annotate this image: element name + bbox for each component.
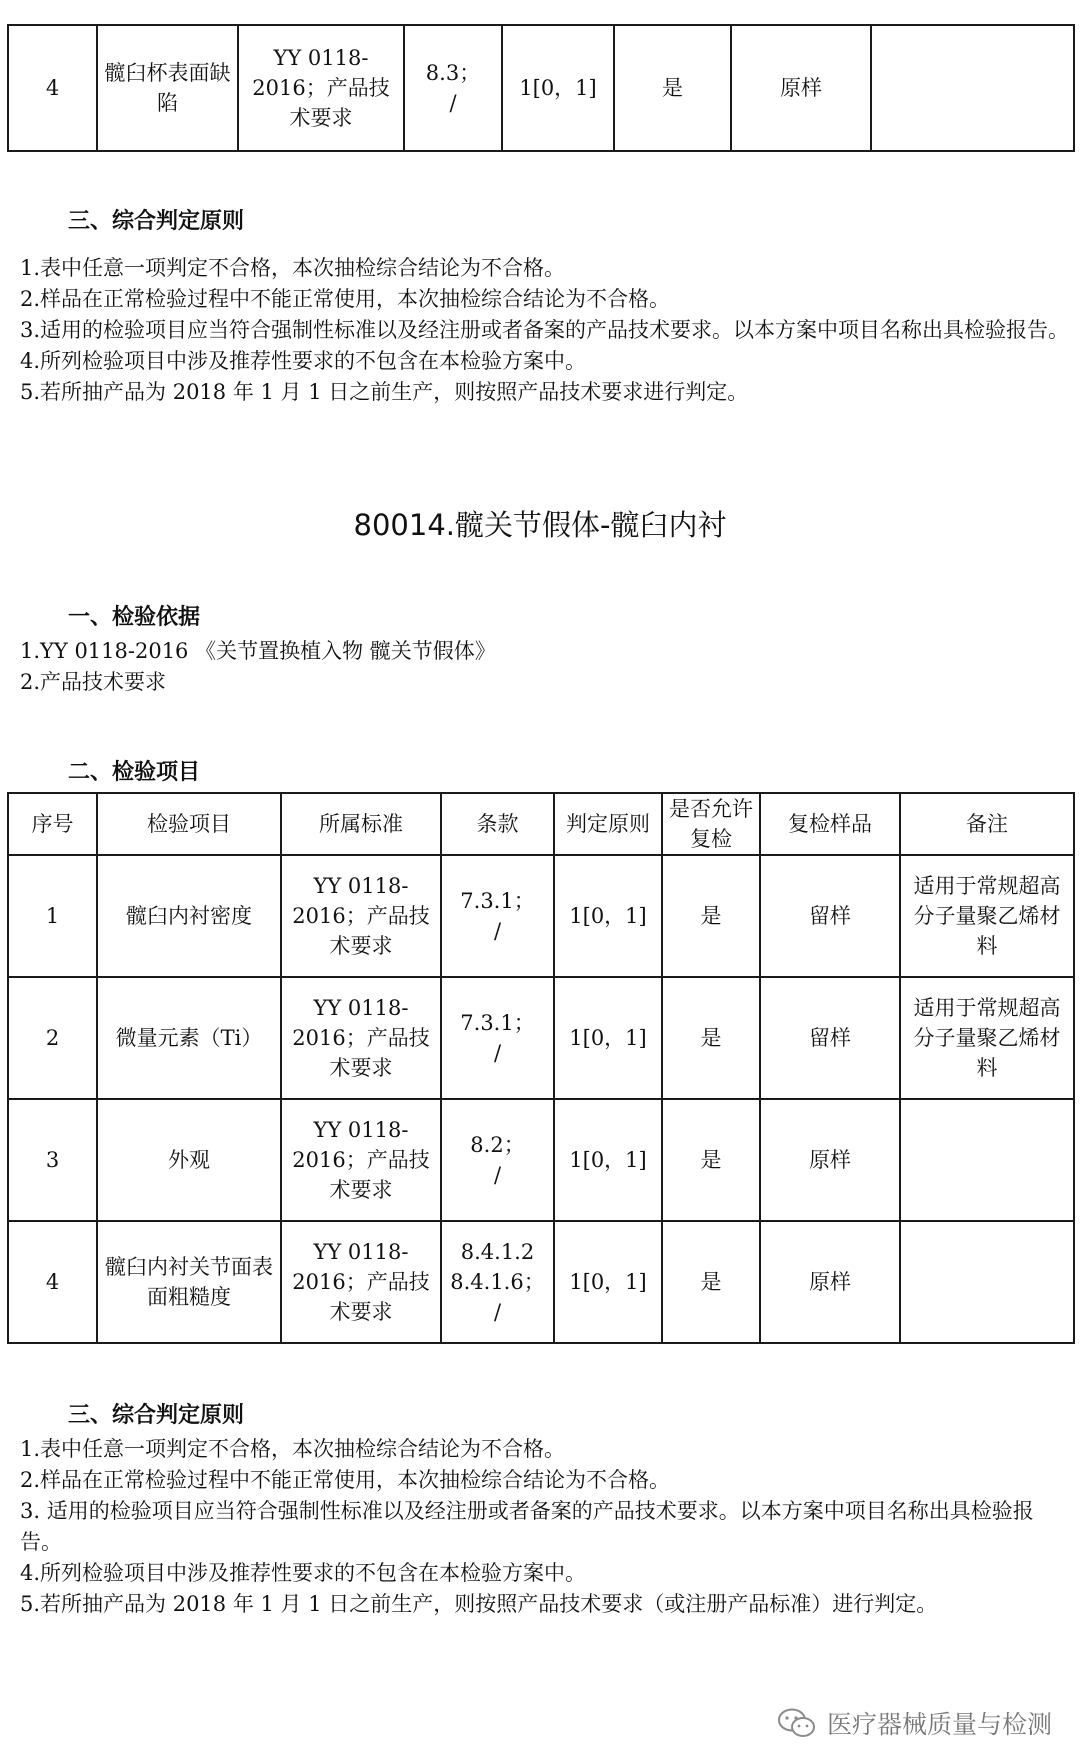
cell-item: 微量元素（Ti） [97, 977, 281, 1099]
cell-clause: 8.2； / [441, 1099, 554, 1221]
judgement-list-1 [20, 253, 1070, 408]
cell-note: 适用于常规超高分子量聚乙烯材料 [900, 855, 1074, 977]
cell-sample: 留样 [760, 855, 900, 977]
cell-sample: 原样 [760, 1221, 900, 1343]
cell-no: 1 [8, 855, 97, 977]
cell-clause: 7.3.1； / [441, 977, 554, 1099]
cell-no: 3 [8, 1099, 97, 1221]
cell-standard: YY 0118-2016；产品技术要求 [238, 25, 404, 151]
cell-standard: YY 0118-2016；产品技术要求 [281, 977, 441, 1099]
judgement-line: 5.若所抽产品为 2018 年 1 月 1 日之前生产，则按照产品技术要求（或注册产品标准）进行判定。 [20, 1592, 938, 1616]
cell-clause: 7.3.1； / [441, 855, 554, 977]
cell-clause: 8.4.1.2 8.4.1.6； / [441, 1221, 554, 1343]
header-no: 序号 [8, 793, 97, 855]
cell-note [900, 1221, 1074, 1343]
cell-no: 4 [8, 1221, 97, 1343]
cell-standard: YY 0118-2016；产品技术要求 [281, 1221, 441, 1343]
cell-sample: 原样 [731, 25, 871, 151]
cell-sample: 原样 [760, 1099, 900, 1221]
header-retest: 是否允许复检 [662, 793, 760, 855]
cell-item: 髋臼内衬密度 [97, 855, 281, 977]
table-row [8, 1099, 1074, 1221]
header-rule: 判定原则 [554, 793, 662, 855]
section-title: 80014.髋关节假体-髋臼内衬 [353, 508, 727, 542]
header-standard: 所属标准 [281, 793, 441, 855]
cell-no: 2 [8, 977, 97, 1099]
header-note: 备注 [900, 793, 1074, 855]
header-sample: 复检样品 [760, 793, 900, 855]
cell-no: 4 [8, 25, 97, 151]
items-heading: 二、检验项目 [68, 760, 201, 785]
cell-item: 外观 [97, 1099, 281, 1221]
judgement-line: 3. 适用的检验项目应当符合强制性标准以及经注册或者备案的产品技术要求。以本方案中项目名称出具检验报告。 [20, 1499, 1034, 1554]
wechat-icon [777, 1707, 817, 1739]
cell-item: 髋臼杯表面缺陷 [97, 25, 238, 151]
judgement-line: 3.适用的检验项目应当符合强制性标准以及经注册或者备案的产品技术要求。以本方案中项目名称出具检验报告。 [20, 318, 1070, 342]
items-table [7, 792, 1075, 1344]
header-item: 检验项目 [97, 793, 281, 855]
judgement-line: 4.所列检验项目中涉及推荐性要求的不包含在本检验方案中。 [20, 1561, 587, 1585]
cell-rule: 1[0，1] [554, 855, 662, 977]
judgement-line: 2.样品在正常检验过程中不能正常使用，本次抽检综合结论为不合格。 [20, 287, 671, 311]
cell-rule: 1[0，1] [502, 25, 614, 151]
top-table [7, 24, 1075, 152]
cell-sample: 留样 [760, 977, 900, 1099]
table-header-row [8, 793, 1074, 855]
judgement-line: 1.表中任意一项判定不合格，本次抽检综合结论为不合格。 [20, 1437, 566, 1461]
basis-line: 2.产品技术要求 [20, 670, 167, 694]
footer-watermark [777, 1705, 1052, 1741]
cell-retest: 是 [662, 1221, 760, 1343]
judgement-line: 1.表中任意一项判定不合格，本次抽检综合结论为不合格。 [20, 256, 566, 280]
cell-retest: 是 [662, 855, 760, 977]
cell-clause: 8.3； / [404, 25, 502, 151]
basis-heading: 一、检验依据 [68, 605, 201, 630]
judgement-heading-2: 三、综合判定原则 [68, 1403, 245, 1428]
basis-line: 1.YY 0118-2016 《关节置换植入物 髋关节假体》 [20, 639, 496, 663]
header-clause: 条款 [441, 793, 554, 855]
table-row [8, 977, 1074, 1099]
cell-note [900, 1099, 1074, 1221]
basis-list [20, 636, 1070, 698]
judgement-line: 4.所列检验项目中涉及推荐性要求的不包含在本检验方案中。 [20, 349, 587, 373]
cell-rule: 1[0，1] [554, 1221, 662, 1343]
cell-retest: 是 [614, 25, 731, 151]
footer-text: 医疗器械质量与检测 [826, 1710, 1052, 1739]
judgement-heading-1: 三、综合判定原则 [68, 209, 245, 234]
cell-standard: YY 0118-2016；产品技术要求 [281, 1099, 441, 1221]
table-row [8, 1221, 1074, 1343]
table-row [8, 855, 1074, 977]
cell-standard: YY 0118-2016；产品技术要求 [281, 855, 441, 977]
cell-item: 髋臼内衬关节面表面粗糙度 [97, 1221, 281, 1343]
cell-rule: 1[0，1] [554, 1099, 662, 1221]
cell-rule: 1[0，1] [554, 977, 662, 1099]
cell-note: 适用于常规超高分子量聚乙烯材料 [900, 977, 1074, 1099]
judgement-list-2 [20, 1434, 1070, 1620]
cell-retest: 是 [662, 1099, 760, 1221]
cell-retest: 是 [662, 977, 760, 1099]
judgement-line: 2.样品在正常检验过程中不能正常使用，本次抽检综合结论为不合格。 [20, 1468, 671, 1492]
table-row [8, 25, 1074, 151]
cell-note [871, 25, 1074, 151]
judgement-line: 5.若所抽产品为 2018 年 1 月 1 日之前生产，则按照产品技术要求进行判定。 [20, 380, 749, 404]
